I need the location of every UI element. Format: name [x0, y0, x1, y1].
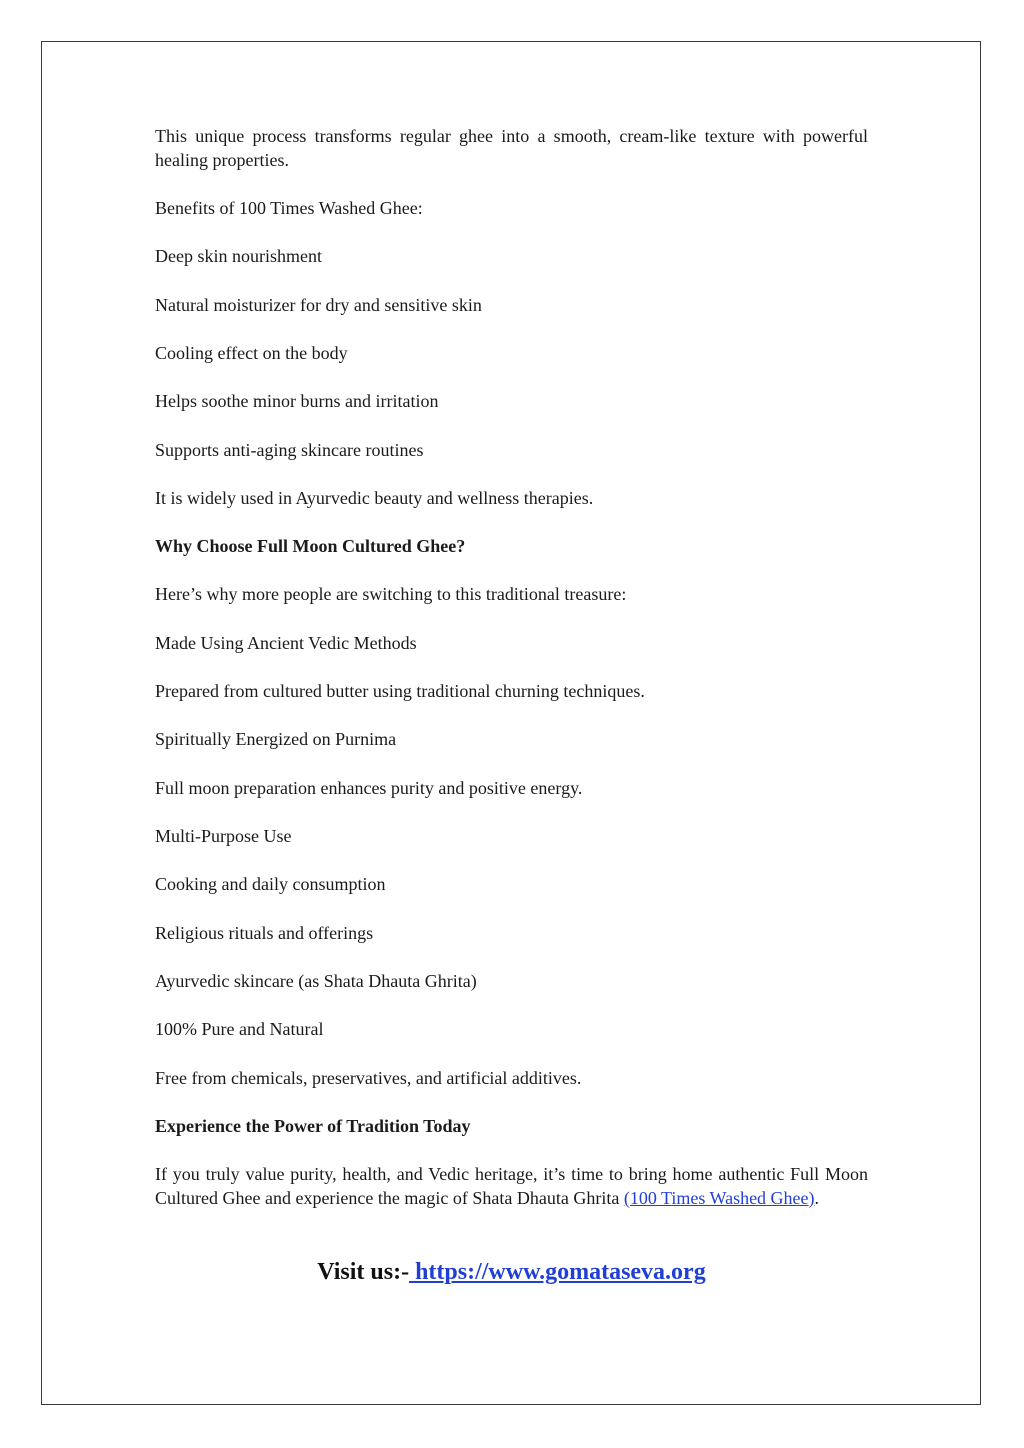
reason-detail: Prepared from cultured butter using traditional churning techniques.: [155, 681, 645, 701]
why-intro: Here’s why more people are switching to this traditional treasure:: [155, 584, 627, 604]
benefits-heading: Benefits of 100 Times Washed Ghee:: [155, 198, 423, 218]
reason-title: Spiritually Energized on Purnima: [155, 729, 397, 749]
multi-purpose-item: Cooking and daily consumption: [155, 874, 386, 894]
benefit-item: Helps soothe minor burns and irritation: [155, 391, 439, 411]
multi-purpose-title: Multi-Purpose Use: [155, 826, 292, 846]
closing-period: .: [814, 1188, 820, 1208]
closing-text: If you truly value purity, health, and Vedic heritage, it’s time to bring home authentic Full Moon Cultured Ghee and experience the magic of Shata Dhauta Ghrita: [155, 1164, 868, 1208]
benefit-item: Cooling effect on the body: [155, 343, 348, 363]
benefit-item: Supports anti-aging skincare routines: [155, 440, 424, 460]
website-link[interactable]: https://www.gomataseva.org: [409, 1259, 706, 1285]
experience-heading: Experience the Power of Tradition Today: [155, 1116, 471, 1136]
washed-ghee-link[interactable]: (100 Times Washed Ghee): [623, 1188, 815, 1208]
benefit-item: Natural moisturizer for dry and sensitive skin: [155, 295, 482, 315]
intro-paragraph: This unique process transforms regular ghee into a smooth, cream-like texture with powerful healing properties.: [155, 126, 868, 170]
pure-detail: Free from chemicals, preservatives, and artificial additives.: [155, 1068, 582, 1088]
closing-paragraph: [155, 1162, 868, 1210]
benefit-item: Deep skin nourishment: [155, 246, 322, 266]
pure-title: 100% Pure and Natural: [155, 1019, 324, 1039]
benefits-note: It is widely used in Ayurvedic beauty and wellness therapies.: [155, 488, 594, 508]
visit-us-line: [155, 1257, 868, 1287]
why-choose-heading: Why Choose Full Moon Cultured Ghee?: [155, 536, 466, 556]
reason-detail: Full moon preparation enhances purity and positive energy.: [155, 778, 583, 798]
visit-label: Visit us:-: [317, 1259, 410, 1285]
reason-title: Made Using Ancient Vedic Methods: [155, 633, 417, 653]
multi-purpose-item: Religious rituals and offerings: [155, 923, 374, 943]
multi-purpose-item: Ayurvedic skincare (as Shata Dhauta Ghrita): [155, 971, 477, 991]
